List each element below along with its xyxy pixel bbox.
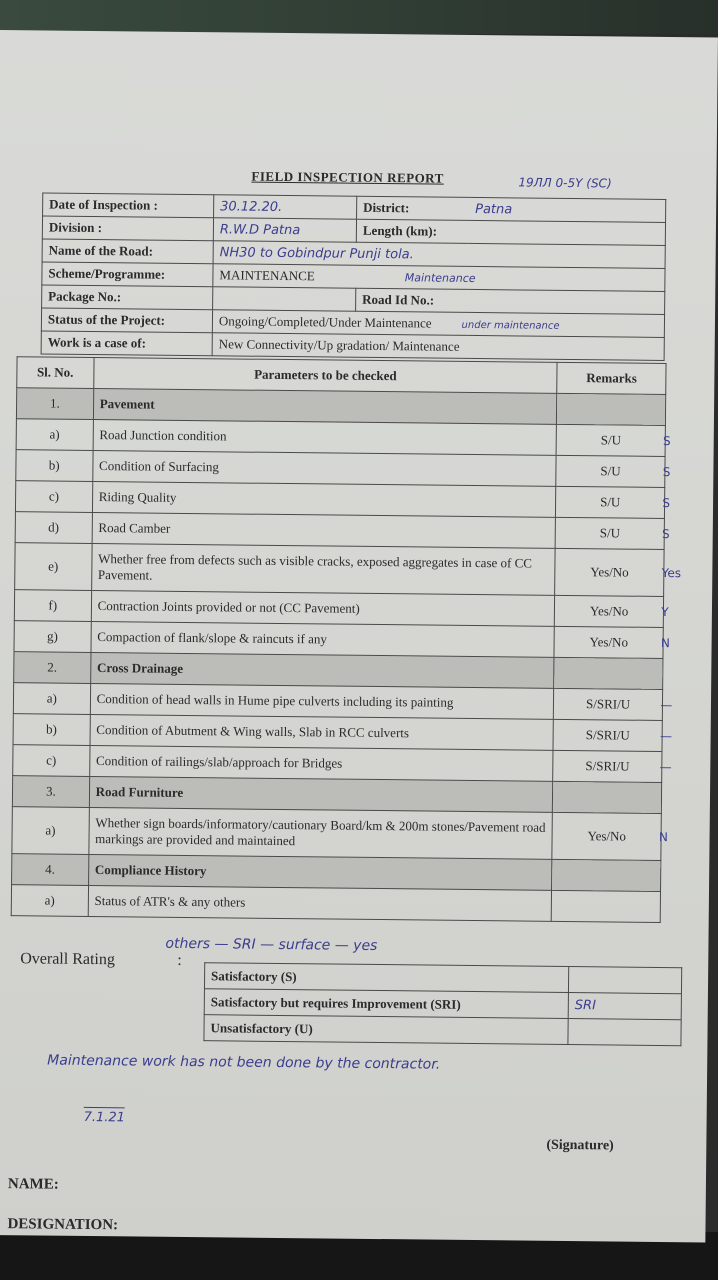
inspection-remark: Maintenance work has not been done by the contractor. <box>47 1052 441 1073</box>
row-parameter: Cross Drainage <box>90 652 554 688</box>
initials-date: 7.1.21 <box>84 1107 126 1125</box>
row-parameter: Contraction Joints provided or not (CC Pavement) <box>91 590 555 626</box>
row-remarks <box>554 657 663 689</box>
row-remarks <box>554 688 673 720</box>
table-row <box>12 807 661 861</box>
table-body <box>11 388 682 923</box>
name-label: NAME: <box>7 1176 59 1193</box>
row-number: g) <box>14 621 91 653</box>
header-value: NH30 to Gobindpur Punji tola. <box>213 241 665 269</box>
header-value-text: Ongoing/Completed/Under Maintenance <box>218 313 432 331</box>
reference-note: 19ЛЛ 0-5Y (SC) <box>518 175 612 191</box>
row-remarks-text: S/U <box>600 494 621 510</box>
header-note: under maintenance <box>461 319 560 332</box>
header-label: District: <box>357 196 470 220</box>
row-remarks <box>556 455 671 487</box>
row-number: 2. <box>14 652 91 684</box>
table-row <box>11 885 660 923</box>
row-parameter: Condition of Surfacing <box>92 450 556 486</box>
row-remarks <box>556 486 671 518</box>
row-remarks-text: Yes/No <box>587 828 627 844</box>
designation-label: DESIGNATION: <box>7 1216 119 1234</box>
header-value: 30.12.20. <box>214 195 357 219</box>
row-remarks-text: S/SRI/U <box>585 727 630 743</box>
header-label: Division : <box>42 216 213 241</box>
row-handwritten-mark: N <box>658 829 668 845</box>
row-handwritten-mark: — <box>659 728 673 744</box>
handwritten-summary: others — SRI — surface — yes <box>165 935 378 955</box>
row-number: a) <box>11 885 88 917</box>
header-value: Patna <box>469 197 666 222</box>
column-header-parameters: Parameters to be checked <box>93 357 557 393</box>
row-parameter: Riding Quality <box>92 481 556 517</box>
header-label: Scheme/Programme: <box>42 262 213 287</box>
rating-label: Satisfactory but requires Improvement (SRI) <box>204 989 568 1019</box>
header-label: Status of the Project: <box>41 308 212 333</box>
row-number: c) <box>15 481 92 513</box>
row-number: 4. <box>12 854 89 886</box>
column-header-remarks: Remarks <box>557 362 666 394</box>
row-remarks <box>552 812 668 860</box>
row-parameter: Road Camber <box>92 512 556 548</box>
report-title: FIELD INSPECTION REPORT <box>251 168 444 186</box>
row-parameter: Pavement <box>93 388 557 424</box>
row-remarks <box>554 626 671 658</box>
row-parameter: Compliance History <box>88 854 552 890</box>
row-remarks-text: S/U <box>599 525 621 541</box>
row-handwritten-mark: Y <box>661 604 669 620</box>
row-parameter: Road Furniture <box>89 776 553 812</box>
row-remarks <box>552 890 661 922</box>
header-value <box>468 289 665 314</box>
header-label: Work is a case of: <box>41 331 212 356</box>
background-top <box>0 0 718 34</box>
signature-label: (Signature) <box>546 1137 614 1154</box>
row-remarks-text: S/SRI/U <box>586 696 631 712</box>
overall-rating-label: Overall Rating <box>20 950 115 969</box>
row-parameter: Whether free from defects such as visible cracks, exposed aggregates in case of CC Pavement. <box>91 543 555 595</box>
row-remarks-text: Yes/No <box>590 564 629 580</box>
row-number: a) <box>16 419 93 451</box>
row-number: f) <box>14 590 91 622</box>
header-value: R.W.D Patna <box>213 218 356 242</box>
header-label: Road Id No.: <box>356 288 469 312</box>
row-number: b) <box>13 714 90 746</box>
header-label: Date of Inspection : <box>43 193 214 218</box>
row-remarks <box>552 859 661 891</box>
row-number: a) <box>12 807 89 855</box>
inspection-table <box>11 356 682 923</box>
row-remarks-text: S/U <box>600 432 622 448</box>
row-remarks <box>553 750 672 782</box>
row-parameter: Condition of railings/slab/approach for Bridges <box>89 745 553 781</box>
row-remarks-text: S/U <box>600 463 621 479</box>
row-number: b) <box>16 450 93 482</box>
row-handwritten-mark: Yes <box>661 565 682 581</box>
header-table <box>41 192 667 361</box>
header-note: Maintenance <box>404 271 476 285</box>
rating-row <box>204 1015 681 1046</box>
rating-value: SRI <box>568 993 681 1020</box>
row-remarks-text: Yes/No <box>589 634 629 650</box>
row-handwritten-mark: S <box>662 495 671 511</box>
row-handwritten-mark: S <box>662 464 671 480</box>
row-number: 1. <box>16 388 93 420</box>
row-number: e) <box>15 543 92 591</box>
table-row <box>15 543 664 597</box>
rating-value <box>568 1019 681 1046</box>
row-handwritten-mark: S <box>662 526 670 542</box>
row-remarks-text: Yes/No <box>589 603 629 619</box>
row-parameter: Status of ATR's & any others <box>88 885 552 921</box>
row-handwritten-mark: — <box>659 759 672 775</box>
row-parameter: Whether sign boards/informatory/cautionary Board/km & 200m stones/Pavement road markings are provided and maintained <box>89 807 553 859</box>
rating-value <box>568 967 681 994</box>
rating-label: Unsatisfactory (U) <box>204 1015 568 1045</box>
row-remarks <box>557 393 666 425</box>
row-number: a) <box>13 683 90 715</box>
header-value-text: MAINTENANCE <box>219 267 315 284</box>
row-handwritten-mark: — <box>660 697 673 713</box>
row-remarks <box>555 517 670 549</box>
row-number: c) <box>13 745 90 777</box>
row-number: d) <box>15 512 92 544</box>
row-parameter: Condition of head walls in Hume pipe culverts including its painting <box>90 683 554 719</box>
row-remarks <box>553 781 662 813</box>
column-header-sl-no: Sl. No. <box>17 357 94 389</box>
row-remarks-text: S/SRI/U <box>585 758 630 774</box>
row-remarks <box>553 719 673 751</box>
row-handwritten-mark: S <box>663 433 671 449</box>
row-remarks <box>555 548 682 596</box>
rating-label: Satisfactory (S) <box>204 963 568 993</box>
row-parameter: Compaction of flank/slope & raincuts if any <box>91 621 555 657</box>
row-number: 3. <box>12 776 89 808</box>
header-value <box>469 220 666 245</box>
overall-rating-colon: : <box>177 951 182 969</box>
row-parameter: Condition of Abutment & Wing walls, Slab in RCC culverts <box>90 714 554 750</box>
header-value <box>213 287 356 311</box>
row-parameter: Road Junction condition <box>93 419 557 455</box>
header-label: Package No.: <box>42 285 213 310</box>
rating-table <box>203 962 682 1046</box>
row-handwritten-mark: N <box>660 635 671 651</box>
row-remarks <box>556 424 671 456</box>
row-remarks <box>555 595 669 627</box>
header-label: Name of the Road: <box>42 239 213 264</box>
header-value: New Connectivity/Up gradation/ Maintenance <box>212 333 664 361</box>
report-sheet <box>0 30 718 1242</box>
header-label: Length (km): <box>356 219 469 243</box>
